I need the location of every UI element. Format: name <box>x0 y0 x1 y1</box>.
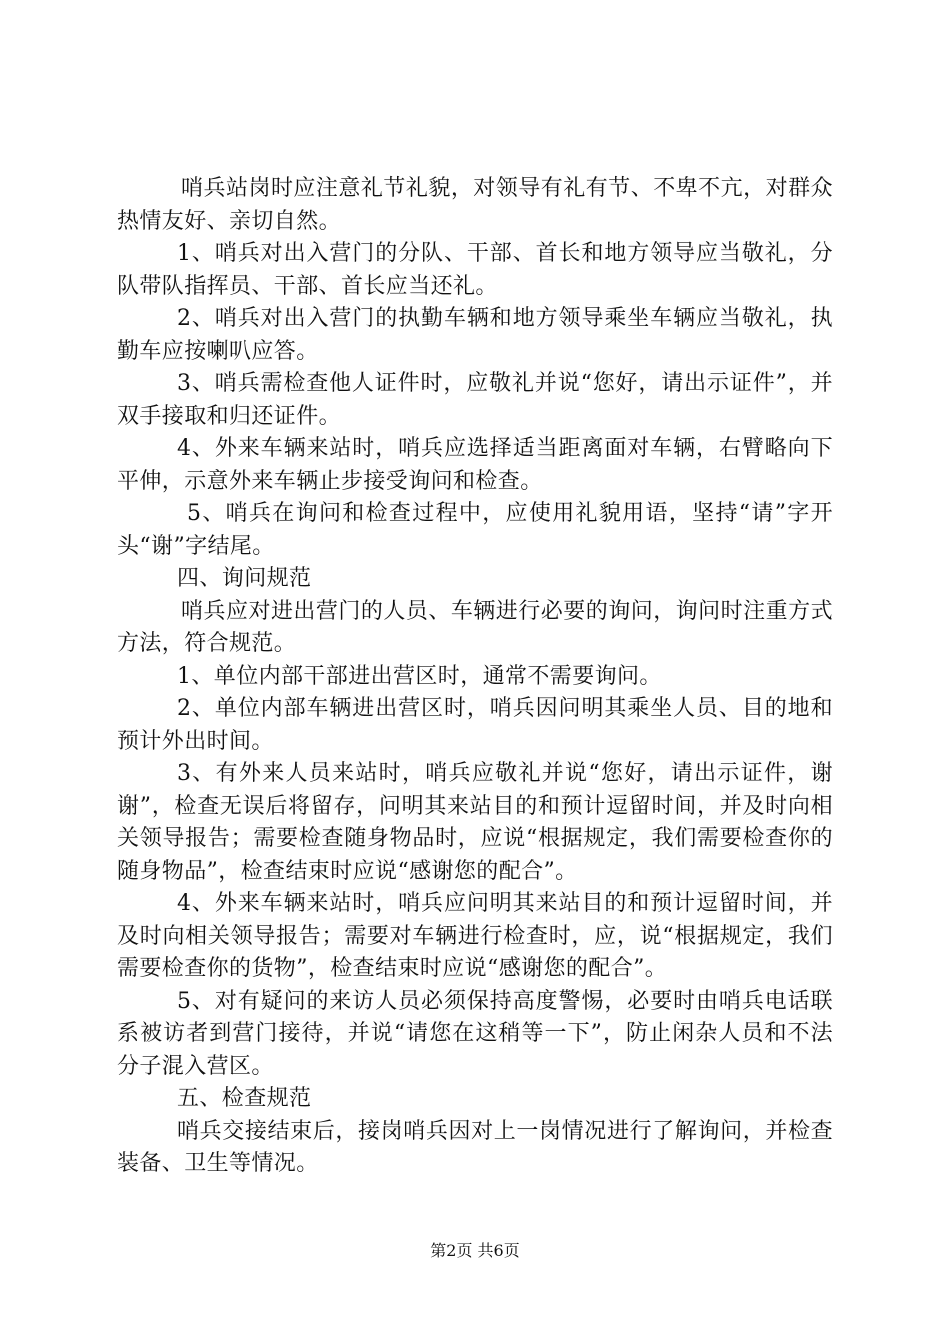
section-heading-inspection: 五、检查规范 <box>177 1086 312 1111</box>
paragraph-inquiry-3: 3、有外来人员来站时，哨兵应敬礼并说“您好，请出示证件，谢谢”，检查无误后将留存，问明其来站目的和预计逗留时间，并及时向相关领导报告；需要检查随身物品时，应说“根据规定，我们需要检查你的随身物品”，检查结束时应说“感谢您的配合”。 <box>117 761 833 884</box>
paragraph-item-3: 3、哨兵需检查他人证件时，应敬礼并说“您好，请出示证件”，并双手接取和归还证件。 <box>117 371 833 429</box>
document-body <box>117 173 833 1181</box>
paragraph-inquiry-1: 1、单位内部干部进出营区时，通常不需要询问。 <box>177 663 662 689</box>
page-number-footer: 第2页 共6页 <box>430 1241 520 1260</box>
paragraph-intro: 哨兵站岗时应注意礼节礼貌，对领导有礼有节、不卑不亢，对群众热情友好、亲切自然。 <box>117 176 833 234</box>
paragraph-item-2: 2、哨兵对出入营门的执勤车辆和地方领导乘坐车辆应当敬礼，执勤车应按喇叭应答。 <box>117 306 833 364</box>
paragraph-inspection-intro: 哨兵交接结束后，接岗哨兵因对上一岗情况进行了解询问，并检查装备、卫生等情况。 <box>117 1118 833 1176</box>
paragraph-item-1: 1、哨兵对出入营门的分队、干部、首长和地方领导应当敬礼，分队带队指挥员、干部、首长应当还礼。 <box>117 241 833 299</box>
paragraph-item-5: 5、哨兵在询问和检查过程中，应使用礼貌用语，坚持“请”字开头“谢”字结尾。 <box>117 501 833 559</box>
paragraph-inquiry-intro: 哨兵应对进出营门的人员、车辆进行必要的询问，询问时注重方式方法，符合规范。 <box>117 598 833 656</box>
paragraph-inquiry-4: 4、外来车辆来站时，哨兵应问明其来站目的和预计逗留时间，并及时向相关领导报告；需要对车辆进行检查时，应，说“根据规定，我们需要检查你的货物”，检查结束时应说“感谢您的配合”。 <box>117 891 833 981</box>
section-heading-inquiry: 四、询问规范 <box>177 566 312 591</box>
paragraph-item-4: 4、外来车辆来站时，哨兵应选择适当距离面对车辆，右臂略向下平伸，示意外来车辆止步接受询问和检查。 <box>117 436 833 494</box>
paragraph-inquiry-5: 5、对有疑问的来访人员必须保持高度警惕，必要时由哨兵电话联系被访者到营门接待，并说“请您在这稍等一下”，防止闲杂人员和不法分子混入营区。 <box>117 988 833 1079</box>
paragraph-inquiry-2: 2、单位内部车辆进出营区时，哨兵因问明其乘坐人员、目的地和预计外出时间。 <box>117 696 833 754</box>
